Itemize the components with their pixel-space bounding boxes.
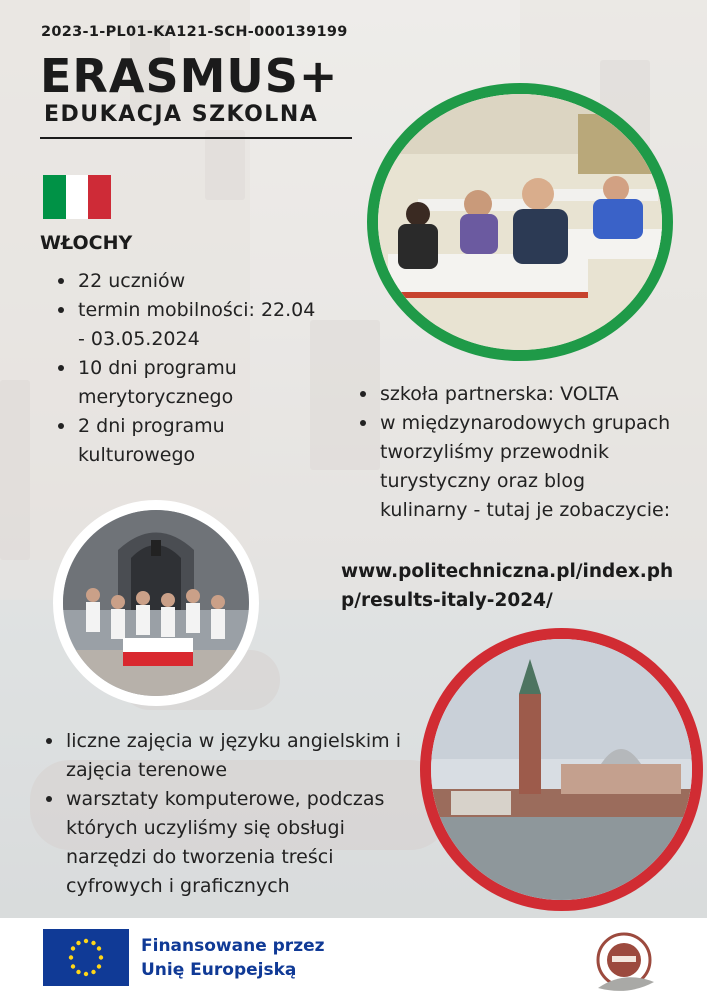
funding-notice — [141, 934, 325, 982]
eu-flag-icon — [43, 929, 129, 986]
facts-list — [54, 267, 324, 470]
flag-stripe-red — [88, 175, 111, 219]
results-link[interactable]: www.politechniczna.pl/index.php/results-italy-2024/ — [341, 561, 674, 611]
classroom-illustration — [378, 94, 662, 350]
funding-line-2: Unię Europejską — [141, 960, 297, 980]
fact-students: 22 uczniów — [54, 267, 324, 296]
flag-stripe-green — [43, 175, 66, 219]
classroom-photo — [367, 83, 673, 361]
italy-flag-icon — [43, 175, 111, 219]
partner-school: szkoła partnerska: VOLTA — [356, 380, 676, 409]
fact-dates: termin mobilności: 22.04 - 03.05.2024 — [54, 296, 324, 354]
fact-program-days: 10 dni programu merytorycznego — [54, 354, 324, 412]
partner-activities: w międzynarodowych grupach tworzyliśmy przewodnik turystyczny oraz blog kulinarny - tutaj je zobaczycie: — [356, 409, 676, 525]
country-heading: WŁOCHY — [40, 232, 133, 254]
funding-line-1: Finansowane przez — [141, 936, 325, 956]
title-divider — [40, 137, 352, 139]
project-code: 2023-1-PL01-KA121-SCH-000139199 — [41, 24, 348, 40]
partner-list — [356, 380, 676, 525]
eu-stars-icon — [43, 929, 129, 986]
flag-stripe-white — [66, 175, 89, 219]
activity-english-classes: liczne zajęcia w języku angielskim i zajęcia terenowe — [42, 727, 422, 785]
venice-illustration — [431, 639, 692, 900]
group-illustration — [63, 510, 249, 696]
activities-list — [42, 727, 422, 901]
group-photo — [53, 500, 259, 706]
activity-computer-workshops: warsztaty komputerowe, podczas których uczyliśmy się obsługi narzędzi do tworzenia treści cyfrowych i graficznych — [42, 785, 422, 901]
school-logo-icon — [588, 930, 660, 996]
page-title: ERASMUS+ — [40, 49, 339, 103]
school-logo — [588, 930, 660, 996]
page-subtitle: EDUKACJA SZKOLNA — [44, 102, 319, 127]
fact-cultural-days: 2 dni programu kulturowego — [54, 412, 324, 470]
venice-photo — [420, 628, 703, 911]
